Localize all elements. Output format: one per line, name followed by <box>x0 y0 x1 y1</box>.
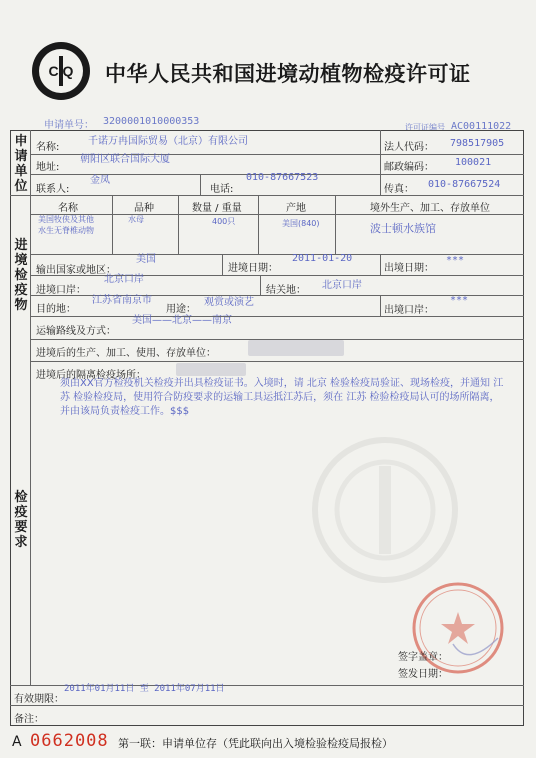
phone-label: 电话: <box>210 184 234 195</box>
fax-label: 传真： <box>384 184 414 195</box>
emblem-watermark-icon <box>305 430 465 590</box>
application-no-label: 申请单号： <box>44 120 94 131</box>
goods-cell-name: 美国牧侠及其他 水生无脊椎动物 <box>38 215 94 235</box>
exit-port-value: *** <box>450 295 469 306</box>
name-value: 千诺万冉国际贸易（北京）有限公司 <box>88 136 248 147</box>
exit-port-label: 出境口岸： <box>384 305 434 316</box>
isolation-site-label: 进境后的隔离检疫场所： <box>36 370 146 381</box>
postal-code-value: 100021 <box>455 157 492 168</box>
goods-header-quantity: 数量 / 重量 <box>192 203 242 214</box>
entry-port-value: 北京口岸 <box>104 274 144 285</box>
entry-date-value: 2011-01-20 <box>292 253 353 264</box>
copy-note-footer: 第一联：申请单位存（凭此联向出入境检验检疫局报检） <box>118 737 393 750</box>
redacted-processing-unit <box>248 340 344 356</box>
redacted-isolation-site <box>176 363 246 376</box>
exit-date-label: 出境日期： <box>384 263 434 274</box>
side-label-requirements: 检疫要求 <box>14 490 28 550</box>
goods-header-name: 名称 <box>58 203 78 214</box>
side-label-applicant: 申请单位 <box>14 134 28 194</box>
logo-text: CIQ <box>48 63 74 79</box>
serial-prefix: A <box>12 734 22 750</box>
name-label: 名称: <box>36 142 60 153</box>
contact-value: 金凤 <box>90 175 110 186</box>
ciq-logo-icon <box>30 40 92 102</box>
document-title: 中华人民共和国进境动植物检疫许可证 <box>105 62 471 86</box>
goods-cell-quantity: 400只 <box>212 217 236 226</box>
route-label: 运输路线及方式： <box>36 326 116 337</box>
customs-label: 结关地： <box>266 285 306 296</box>
use-value: 观赏或演艺 <box>204 297 254 308</box>
legal-code-value: 798517905 <box>450 138 505 149</box>
export-country-label: 输出国家或地区： <box>36 265 116 276</box>
contact-label: 联系人: <box>36 184 70 195</box>
entry-port-label: 进境口岸： <box>36 285 86 296</box>
goods-header-producer: 境外生产、加工、存放单位 <box>370 203 490 214</box>
goods-cell-producer: 波士顿水族馆 <box>370 222 436 235</box>
legal-code-label: 法人代码： <box>384 142 434 153</box>
route-value: 美国——北京——南京 <box>132 315 232 326</box>
official-seal-stamp <box>398 578 516 678</box>
validity-value: 2011年01月11日 至 2011年07月11日 <box>64 684 225 694</box>
validity-label: 有效期限： <box>14 694 64 705</box>
permit-no-label: 许可证编号 <box>405 123 445 132</box>
signature-label: 签字盖章： <box>398 652 448 663</box>
phone-value: 010-87667523 <box>246 172 319 183</box>
processing-unit-label: 进境后的生产、加工、使用、存放单位： <box>36 348 216 359</box>
customs-value: 北京口岸 <box>322 280 362 291</box>
side-label-quarantine-object: 进境检疫物 <box>14 238 28 313</box>
postal-code-label: 邮政编码： <box>384 162 434 173</box>
goods-cell-variety: 水母 <box>128 215 144 224</box>
remarks-label: 备注： <box>14 714 44 725</box>
fax-value: 010-87667524 <box>428 179 501 190</box>
exit-date-value: *** <box>446 255 465 266</box>
permit-no-value: AC00111022 <box>451 121 512 132</box>
destination-label: 目的地： <box>36 304 76 315</box>
entry-date-label: 进境日期： <box>228 263 278 274</box>
address-value: 朝阳区联合国际大厦 <box>80 154 170 165</box>
application-no-value: 3200001010000353 <box>103 116 200 127</box>
issue-date-label: 签发日期： <box>398 669 448 680</box>
goods-cell-origin: 美国(840) <box>282 219 320 228</box>
serial-number: 0662008 <box>30 731 109 751</box>
goods-header-variety: 品种 <box>134 203 154 214</box>
use-label: 用途： <box>166 304 196 315</box>
address-label: 地址: <box>36 162 60 173</box>
export-country-value: 美国 <box>136 254 156 265</box>
destination-value: 江苏省南京市 <box>92 295 152 306</box>
quarantine-requirements-text: 须由XX官方检疫机关检疫并出具检疫证书。入境时，请 北京 检验检疫局验证、现场检疫，并通知 江苏 检验检疫局，使用符合防疫要求的运输工具运抵江苏后，须在 江苏 检验检疫局认可的场所隔离，并由该局负责检疫工作。$$$ <box>60 378 504 417</box>
goods-header-origin: 产地 <box>286 203 306 214</box>
